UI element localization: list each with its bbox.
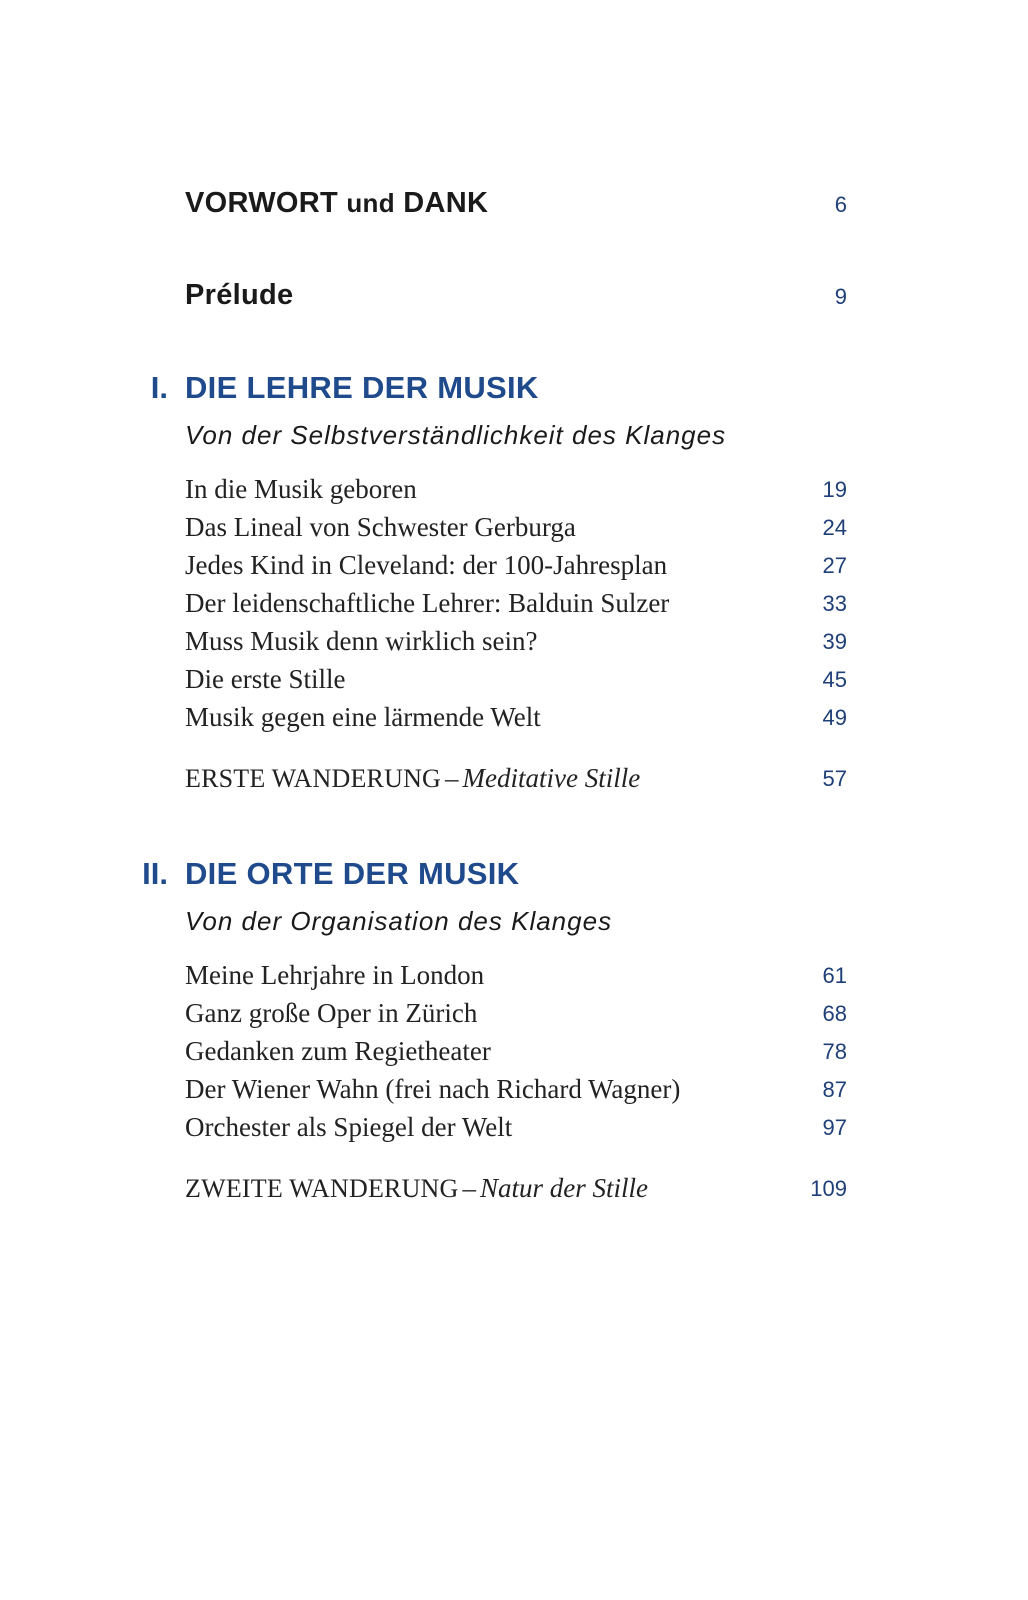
list-item bbox=[185, 1103, 847, 1143]
page-number: 45 bbox=[822, 667, 847, 692]
entry-title: Prélude bbox=[185, 279, 294, 311]
wanderung-entry bbox=[185, 1164, 847, 1204]
page-number: 61 bbox=[822, 963, 847, 988]
chapter-title: Der Wiener Wahn (frei nach Richard Wagner) bbox=[185, 1074, 681, 1104]
list-item bbox=[185, 1027, 847, 1067]
wanderung-entry bbox=[185, 754, 847, 794]
page-number: 39 bbox=[822, 629, 847, 654]
list-item bbox=[185, 465, 847, 505]
page-number: 9 bbox=[834, 284, 847, 309]
chapter-title: Ganz große Oper in Zürich bbox=[185, 998, 478, 1028]
list-item bbox=[185, 951, 847, 991]
page-number: 27 bbox=[822, 553, 847, 578]
toc-entry-vorwort bbox=[185, 180, 847, 220]
chapter-title: Musik gegen eine lärmende Welt bbox=[185, 702, 541, 732]
list-item bbox=[185, 989, 847, 1029]
list-item bbox=[185, 617, 847, 657]
page-number: 19 bbox=[822, 477, 847, 502]
chapter-title: Orchester als Spiegel der Welt bbox=[185, 1112, 513, 1142]
wanderung-title: ZWEITE WANDERUNG – Natur der Stille bbox=[185, 1173, 648, 1203]
part-numeral: I. bbox=[150, 370, 168, 405]
part-subtitle: Von der Organisation des Klanges bbox=[185, 906, 613, 936]
page-number: 68 bbox=[822, 1001, 847, 1026]
part-title: DIE LEHRE DER MUSIK bbox=[185, 370, 539, 405]
part-numeral: II. bbox=[142, 856, 168, 891]
page-number: 24 bbox=[822, 515, 847, 540]
part-title: DIE ORTE DER MUSIK bbox=[185, 856, 520, 891]
chapter-title: Gedanken zum Regietheater bbox=[185, 1036, 491, 1066]
chapter-title: Jedes Kind in Cleveland: der 100-Jahresplan bbox=[185, 550, 668, 580]
list-item bbox=[185, 693, 847, 733]
list-item bbox=[185, 1065, 847, 1105]
list-item bbox=[185, 503, 847, 543]
entry-title: VORWORT und DANK bbox=[185, 187, 489, 219]
page-number: 78 bbox=[822, 1039, 847, 1064]
chapter-title: Der leidenschaftliche Lehrer: Balduin Sulzer bbox=[185, 588, 670, 618]
chapter-title: Die erste Stille bbox=[185, 664, 346, 694]
chapter-title: In die Musik geboren bbox=[185, 474, 417, 504]
part-subtitle: Von der Selbstverständlichkeit des Klanges bbox=[185, 420, 727, 450]
chapter-title: Meine Lehrjahre in London bbox=[185, 960, 485, 990]
list-item bbox=[185, 655, 847, 695]
page-number: 49 bbox=[822, 705, 847, 730]
page-number: 6 bbox=[834, 192, 847, 217]
page-number: 87 bbox=[822, 1077, 847, 1102]
chapter-title: Das Lineal von Schwester Gerburga bbox=[185, 512, 576, 542]
page-number: 33 bbox=[822, 591, 847, 616]
page-number: 57 bbox=[822, 766, 847, 791]
page-number: 109 bbox=[810, 1176, 847, 1201]
toc-entry-prelude bbox=[185, 272, 847, 312]
list-item bbox=[185, 541, 847, 581]
list-item bbox=[185, 579, 847, 619]
page-number: 97 bbox=[822, 1115, 847, 1140]
wanderung-title: ERSTE WANDERUNG – Meditative Stille bbox=[185, 763, 641, 793]
chapter-title: Muss Musik denn wirklich sein? bbox=[185, 626, 538, 656]
